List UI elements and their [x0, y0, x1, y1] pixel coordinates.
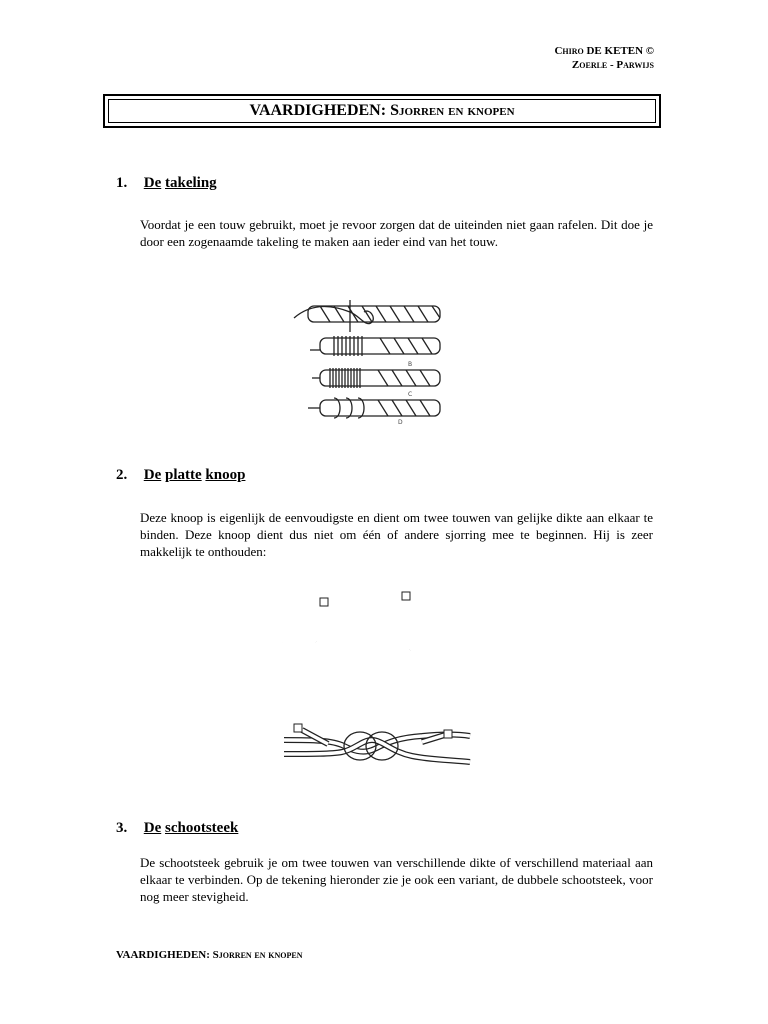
page-title: [108, 99, 656, 123]
title-sub: Sjorren en knopen: [390, 102, 515, 119]
section-number: 3.: [116, 820, 128, 836]
section-heading-platte-knoop: [116, 467, 245, 484]
heading-word: schootsteek: [165, 820, 239, 836]
reef-knot-tight-illustration: [282, 710, 472, 770]
footer-sub: Sjorren en knopen: [212, 949, 303, 961]
heading-word: knoop: [205, 467, 246, 483]
heading-word: De: [143, 467, 162, 483]
page-footer: [116, 949, 303, 961]
takeling-illustration: [290, 298, 450, 426]
heading-word: takeling: [165, 175, 217, 191]
section-text-platte-knoop: Deze knoop is eigenlijk de eenvoudigste en dient om twee touwen van gelijke dikte aan elkaar te binden. Deze knoop dient dus niet om één of andere sjorring mee te beginnen. Hij is zeer makkelijk te onthouden:: [140, 510, 653, 559]
heading-word: De: [143, 175, 162, 191]
heading-word: platte: [165, 467, 202, 483]
title-box: [103, 94, 661, 128]
org-location: Zoerle - Parwijs: [571, 59, 654, 71]
title-main: VAARDIGHEDEN:: [249, 102, 387, 119]
reef-knot-loose-illustration: [280, 590, 480, 680]
org-name: Chiro DE KETEN ©: [554, 45, 654, 57]
organization-header: [554, 44, 654, 72]
section-number: 2.: [116, 467, 128, 483]
section-text-takeling: Voordat je een touw gebruikt, moet je revoor zorgen dat de uiteinden niet gaan rafelen. Dit doe je door een zogenaamde takeling te maken aan ieder eind van het touw.: [140, 217, 653, 249]
section-heading-schootsteek: [116, 820, 238, 837]
section-heading-takeling: [116, 175, 217, 192]
svg-text:B: B: [408, 361, 413, 368]
section-text-schootsteek: De schootsteek gebruik je om twee touwen van verschillende dikte of verschillend materiaal aan elkaar te verbinden. Op de tekening hieronder zie je ook een variant, de dubbele schootsteek, voor nog meer stevigheid.: [140, 855, 653, 904]
section-number: 1.: [116, 175, 128, 191]
svg-text:C: C: [408, 391, 413, 398]
footer-main: VAARDIGHEDEN:: [116, 949, 210, 961]
svg-text:D: D: [398, 419, 403, 426]
heading-word: De: [143, 820, 162, 836]
